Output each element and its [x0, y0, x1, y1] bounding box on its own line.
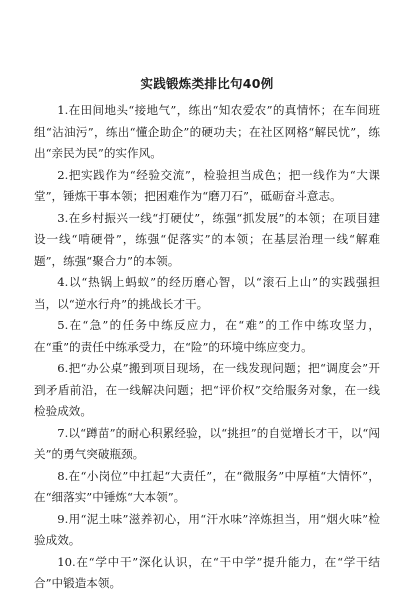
list-item-3: 3.在乡村振兴一线“打硬仗”，练强“抓发展”的本领；在项目建设一线“啃硬骨”，练强“促落实”的本领；在基层治理一线“解难题”，练强“聚合力”的本领。 — [34, 210, 380, 268]
document-page — [34, 76, 380, 595]
list-item-7: 7.以“蹲苗”的耐心积累经验，以“挑担”的自觉增长才干，以“闯关”的勇气突破瓶颈。 — [34, 425, 380, 461]
list-item-5: 5.在“急”的任务中练反应力，在“难”的工作中练攻坚力，在“重”的责任中练承受力，在“险”的环境中练应变力。 — [34, 318, 380, 354]
document-title: 实践锻炼类排比句40例 — [140, 76, 274, 91]
list-item-4: 4.以“热锅上蚂蚁”的经历磨心智，以“滚石上山”的实践强担当，以“逆水行舟”的挑战长才干。 — [34, 275, 380, 311]
list-item-8: 8.在“小岗位”中扛起“大责任”，在“微服务”中厚植“大情怀”，在“细落实”中锤炼“大本领”。 — [34, 468, 380, 504]
list-item-9: 9.用“泥土味”滋养初心，用“汗水味”淬炼担当，用“烟火味”检验成效。 — [34, 511, 380, 547]
list-item-2: 2.把实践作为“经验交流”，检验担当成色；把一线作为“大课堂”，锤炼干事本领；把困难作为“磨刀石”，砥砺奋斗意志。 — [34, 167, 380, 203]
list-item-1: 1.在田间地头“接地气”，练出“知农爱农”的真情怀；在车间班组“沾油污”，练出“懂企助企”的硬功夫；在社区网格“解民忧”，练出“亲民为民”的实作风。 — [34, 103, 380, 160]
list-item-6: 6.把“办公桌”搬到项目现场，在一线发现问题；把“调度会”开到矛盾前沿，在一线解决问题；把“评价权”交给服务对象，在一线检验成效。 — [34, 361, 380, 418]
list-item-10: 10.在“学中干”深化认识，在“干中学”提升能力，在“学干结合”中锻造本领。 — [34, 554, 380, 590]
